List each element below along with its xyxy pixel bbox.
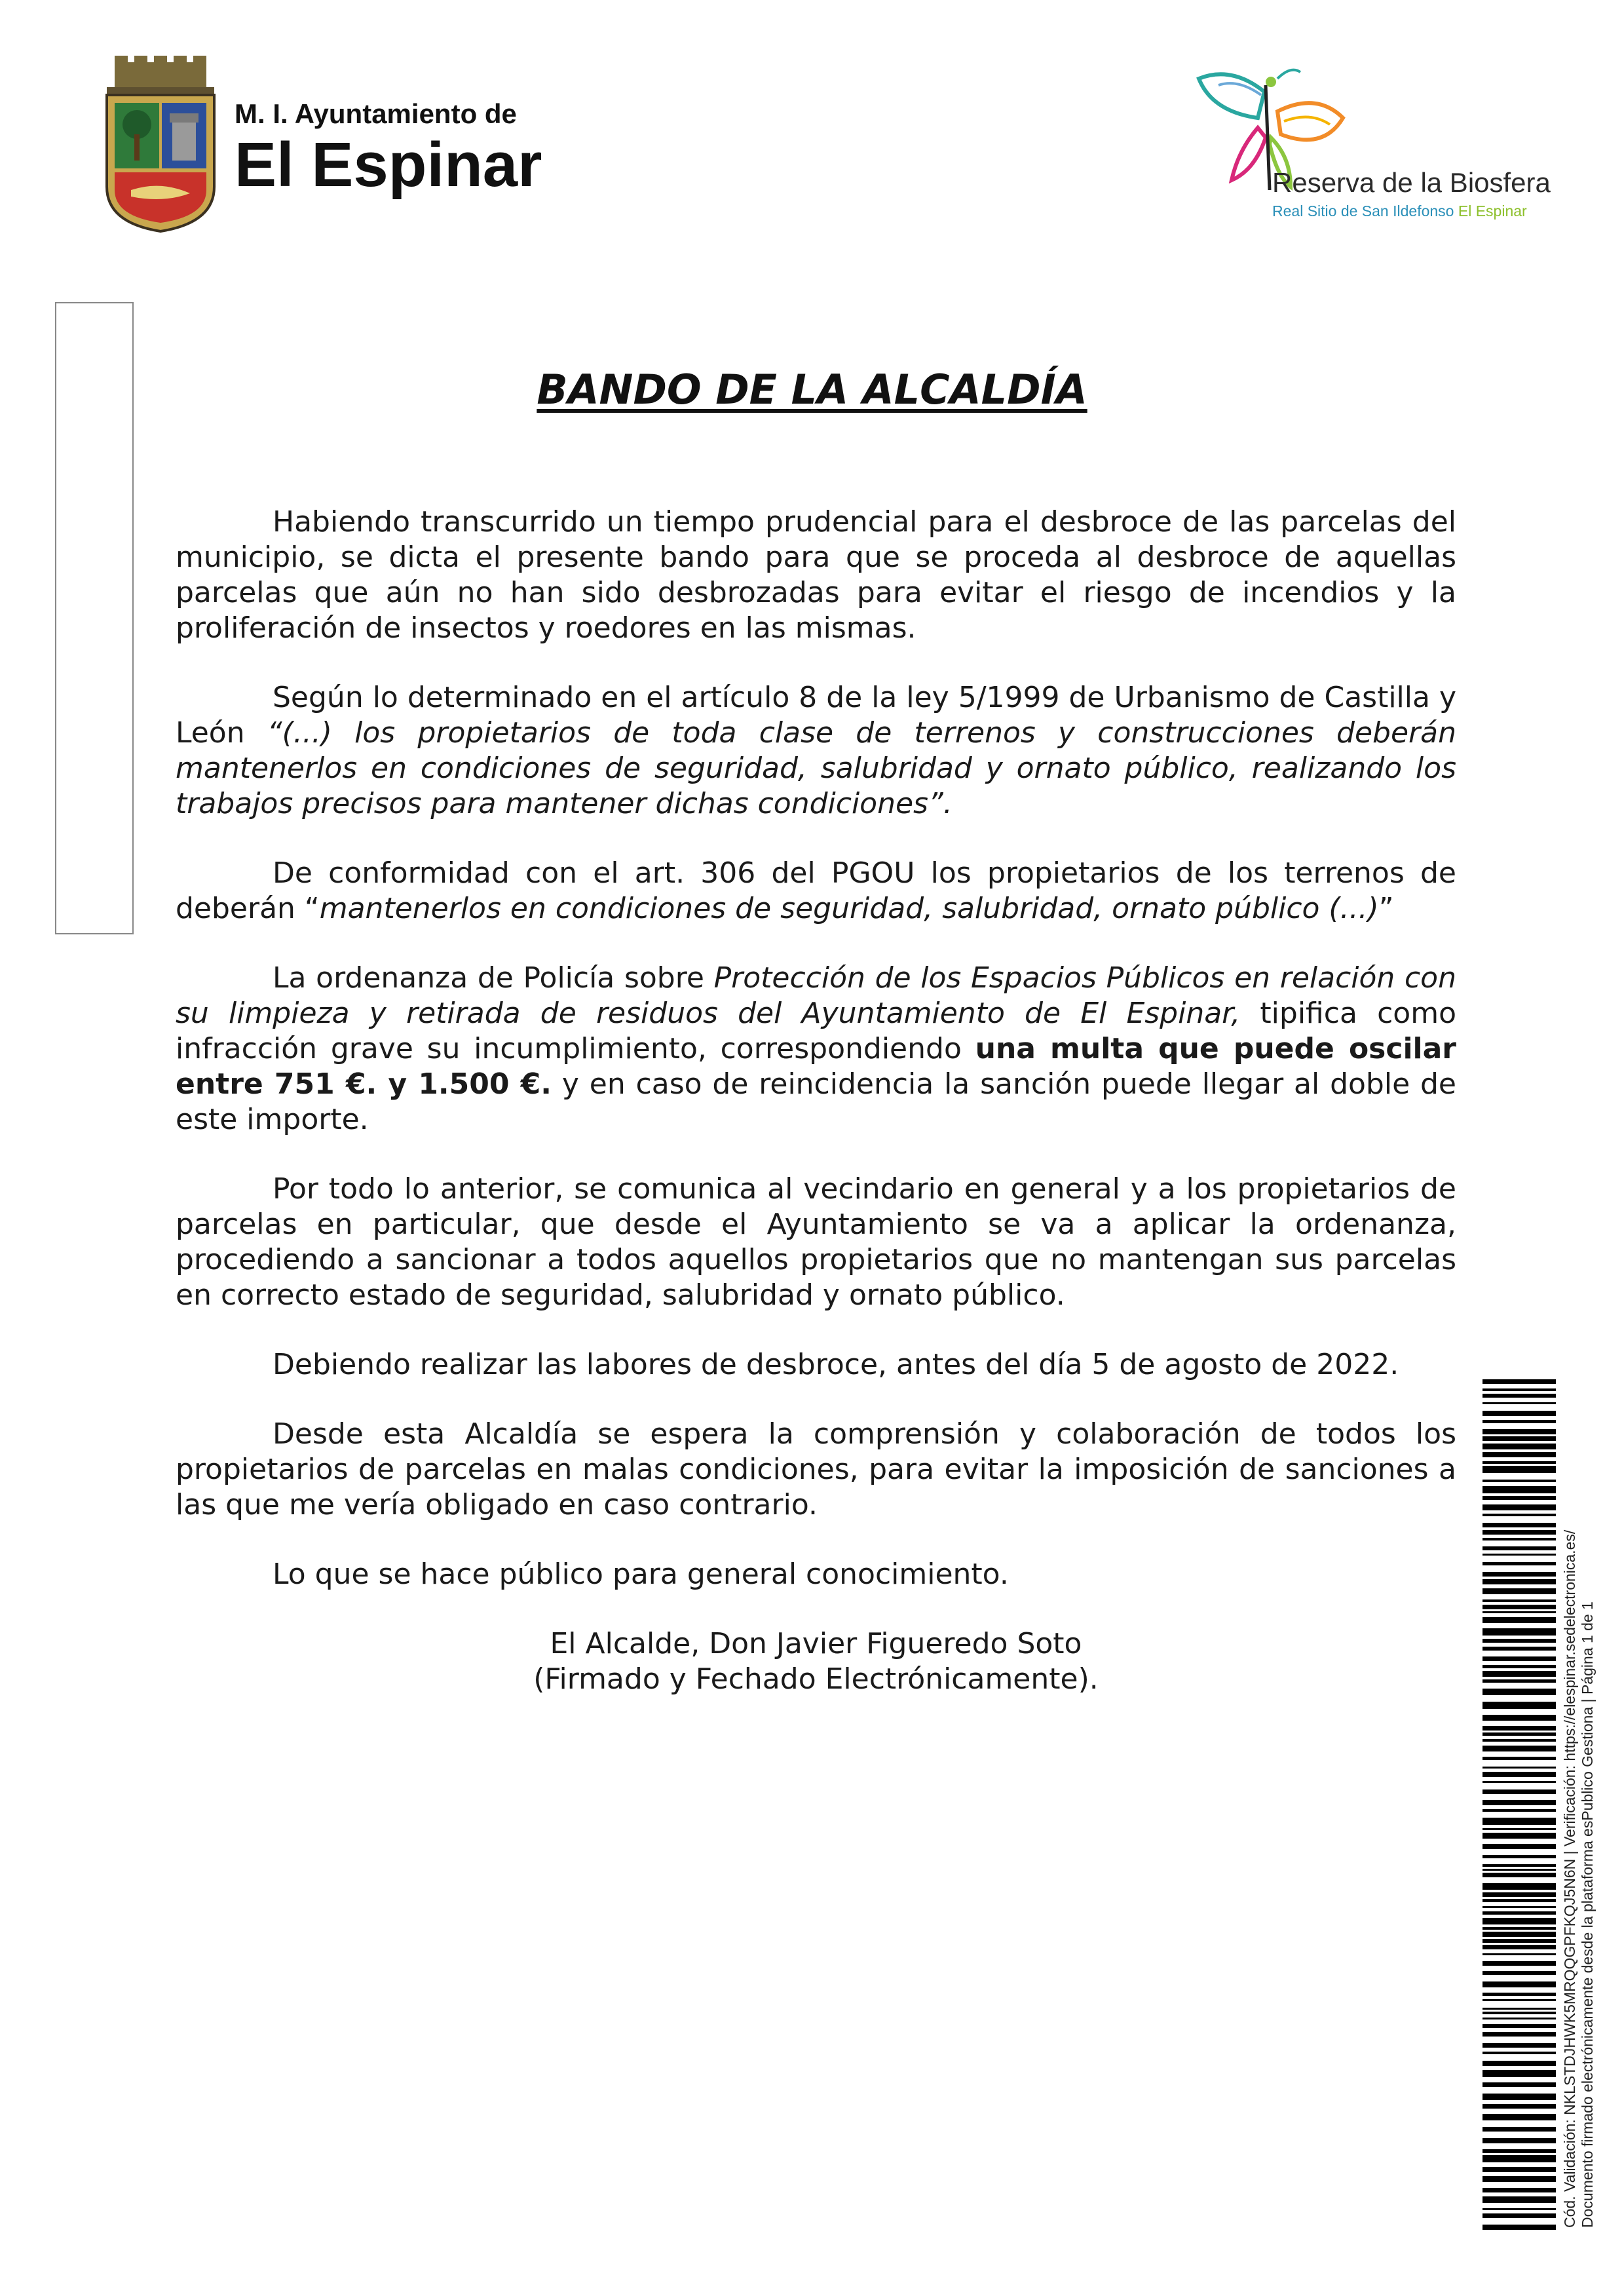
paragraph-6: Debiendo realizar las labores de desbroce, antes del día 5 de agosto de 2022. [273,1348,1399,1381]
barcode-bar [1482,1883,1556,1890]
paragraph-7: Desde esta Alcaldía se espera la comprensión y colaboración de todos los propietarios de parcelas en malas condiciones, para evitar la imposición de sanciones a las que me vería obligado en caso contrario. [176,1417,1456,1521]
barcode-bar [1482,1420,1556,1423]
barcode-bar [1482,1554,1556,1556]
barcode-bar [1482,1411,1556,1416]
barcode-bar [1482,1496,1556,1500]
barcode-bar [1482,1739,1556,1742]
barcode-bar [1482,2008,1556,2010]
barcode-bar [1482,1961,1556,1966]
barcode-bar [1482,1873,1556,1877]
barcode-bar [1482,1932,1556,1937]
barcode-bar [1482,1689,1556,1695]
barcode-bar [1482,2127,1556,2132]
biosphere-brand [1272,167,1551,220]
barcode-bar [1482,1562,1556,1565]
barcode-bar [1482,2012,1556,2014]
validation-code: Cód. Validación: NKLSTDJHWK5MRQQGPFKQJ5N6N | Verificación: https://elespinar.sedelectronica.es/ [1561,1529,1578,2228]
paragraph-4-ordinance: Protección de los Espacios Públicos en relación con su limpieza y retirada de residuos del Ayuntamiento de El Espinar, [176,961,1456,1030]
barcode-bar [1482,1579,1556,1584]
barcode-bar [1482,2176,1556,2182]
barcode-bar [1482,1869,1556,1871]
barcode-bar [1482,1461,1556,1464]
barcode-bar [1482,1899,1556,1902]
barcode-bar [1482,1599,1556,1602]
signature-name: El Alcalde, Don Javier Figueredo Soto [550,1627,1082,1660]
barcode-bar [1482,1572,1556,1577]
paragraph-3-close: ” [1378,892,1394,925]
barcode-bar [1482,1679,1556,1683]
barcode-bar [1482,1833,1556,1839]
biosphere-subtitle-b: El Espinar [1458,202,1527,220]
barcode-bar [1482,2043,1556,2048]
barcode-bar [1482,1828,1556,1830]
barcode-bar [1482,1436,1556,1441]
barcode-bar [1482,2138,1556,2143]
barcode-bar [1482,1656,1556,1661]
barcode-icon [1482,1379,1556,2231]
barcode-bar [1482,1639,1556,1643]
paragraph-8: Lo que se hace público para general conocimiento. [273,1558,1009,1591]
barcode-bar [1482,1911,1556,1915]
barcode-bar [1482,1665,1556,1668]
barcode-bar [1482,2032,1556,2037]
barcode-bar [1482,2082,1556,2087]
org-name [235,98,542,200]
barcode-bar [1482,2208,1556,2210]
barcode-bar [1482,1945,1556,1949]
signature-block [176,1626,1456,1697]
validation-text [1561,1376,1596,2228]
barcode-bar [1482,1588,1556,1594]
paragraph-3-intro: De conformidad con el art. 306 del PGOU los propietarios de los terrenos de deberán “ [176,856,1456,925]
page-title: BANDO DE LA ALCALDÍA [537,366,1087,413]
barcode-bar [1482,1746,1556,1751]
document-body [176,505,1456,1697]
biosphere-subtitle-a: Real Sitio de San Ildefonso [1272,202,1454,220]
barcode-bar [1482,1772,1556,1777]
barcode-bar [1482,1999,1556,2001]
barcode-bar [1482,2114,1556,2120]
barcode-bar [1482,1429,1556,1434]
barcode-bar [1482,2094,1556,2100]
barcode-bar [1482,1953,1556,1955]
barcode-bar [1482,1402,1556,1404]
barcode-bar [1482,2104,1556,2109]
barcode-bar [1482,1452,1556,1457]
barcode-bar [1482,1611,1556,1613]
barcode-bar [1482,1767,1556,1769]
paragraph-4-c: tipifica como infracción grave su incumplimiento, correspondiendo [176,997,1457,1065]
barcode-bar [1482,1628,1556,1636]
paragraph-4-e: y en caso de reincidencia la sanción puede llegar al doble de este importe. [176,1067,1457,1136]
barcode-bar [1482,1444,1556,1449]
barcode-bar [1482,1971,1556,1975]
barcode-bar [1482,1523,1556,1527]
barcode-bar [1482,1781,1556,1783]
barcode-bar [1482,1892,1556,1897]
barcode-bar [1482,2167,1556,2172]
paragraph-3 [176,856,1456,927]
barcode-bar [1482,1486,1556,1493]
barcode-bar [1482,2188,1556,2192]
barcode-bar [1482,2061,1556,2066]
barcode-bar [1482,1671,1556,1677]
paragraph-4-fine: una multa que puede oscilar entre 751 €. y 1.500 €. [176,1032,1457,1101]
org-name-top: M. I. Ayuntamiento de [235,98,517,129]
barcode-bar [1482,2225,1556,2230]
barcode-bar [1482,1906,1556,1908]
barcode-bar [1482,1809,1556,1812]
barcode-bar [1482,1514,1556,1516]
barcode-bar [1482,2213,1556,2218]
barcode-bar [1482,1800,1556,1805]
barcode-bar [1482,1844,1556,1849]
barcode-bar [1482,1466,1556,1473]
coat-of-arms-icon [102,56,219,233]
barcode-bar [1482,1546,1556,1550]
barcode-bar [1482,1864,1556,1867]
barcode-bar [1482,2196,1556,2203]
barcode-bar [1482,1394,1556,1398]
barcode-bar [1482,1939,1556,1943]
paragraph-4 [176,961,1456,1138]
barcode-bar [1482,1726,1556,1731]
barcode-bar [1482,2052,1556,2054]
paragraph-3-quote: mantenerlos en condiciones de seguridad, salubridad, ornato público (...) [319,892,1379,925]
signature-note: (Firmado y Fechado Electrónicamente). [533,1662,1099,1696]
barcode-bar [1482,2070,1556,2077]
barcode-bar [1482,1715,1556,1721]
validation-platform: Documento firmado electrónicamente desde la plataforma esPublico Gestiona | Página 1 de 1 [1579,1601,1596,2228]
paragraph-1: Habiendo transcurrido un tiempo prudencial para el desbroce de las parcelas del municipio, se dicta el presente bando para que se proceda al desbroce de aquellas parcelas que aún no han sido desbrozadas para evitar el riesgo de incendios y la proliferación de insectos y roedores en las mismas. [176,505,1456,645]
biosphere-title: Reserva de la Biosfera [1272,167,1551,198]
barcode-bar [1482,1757,1556,1760]
paragraph-5: Por todo lo anterior, se comunica al vecindario en general y a los propietarios de parcelas en particular, que desde el Ayuntamiento se va a aplicar la ordenanza, procediendo a sancionar a todos aquellos propietarios que no mantengan sus parcelas en correcto estado de seguridad, salubridad y ornato público. [176,1172,1456,1312]
barcode-bar [1482,2024,1556,2028]
barcode-bar [1482,1927,1556,1930]
barcode-bar [1482,1981,1556,1987]
paragraph-2 [176,680,1456,822]
barcode-bar [1482,1918,1556,1924]
org-name-main: El Espinar [235,130,542,200]
barcode-bar [1482,1530,1556,1535]
barcode-bar [1482,1855,1556,1858]
barcode-bar [1482,1379,1556,1384]
barcode-bar [1482,1538,1556,1540]
barcode-bar [1482,2018,1556,2019]
barcode-bar [1482,1732,1556,1736]
barcode-bar [1482,1647,1556,1651]
barcode-bar [1482,1702,1556,1709]
paragraph-2-quote: “(...) los propietarios de toda clase de terrenos y construcciones deberán mantenerlos en condiciones de seguridad, salubridad y ornato público, realizando los trabajos precisos para mantener dichas condiciones”. [176,716,1456,820]
barcode-bar [1482,2155,1556,2162]
barcode-bar [1482,1617,1556,1623]
paragraph-4-a: La ordenanza de Policía sobre [273,961,714,995]
barcode-bar [1482,1818,1556,1825]
barcode-bar [1482,1605,1556,1609]
barcode-bar [1482,2149,1556,2153]
biosphere-subtitle [1272,202,1551,220]
paragraph-2-intro: Según lo determinado en el artículo 8 de la ley 5/1999 de Urbanismo de Castilla y León [176,681,1456,750]
barcode-bar [1482,1993,1556,1996]
barcode-bar [1482,1789,1556,1794]
barcode-bar [1482,1388,1556,1391]
barcode-bar [1482,1504,1556,1510]
barcode-bar [1482,1480,1556,1482]
